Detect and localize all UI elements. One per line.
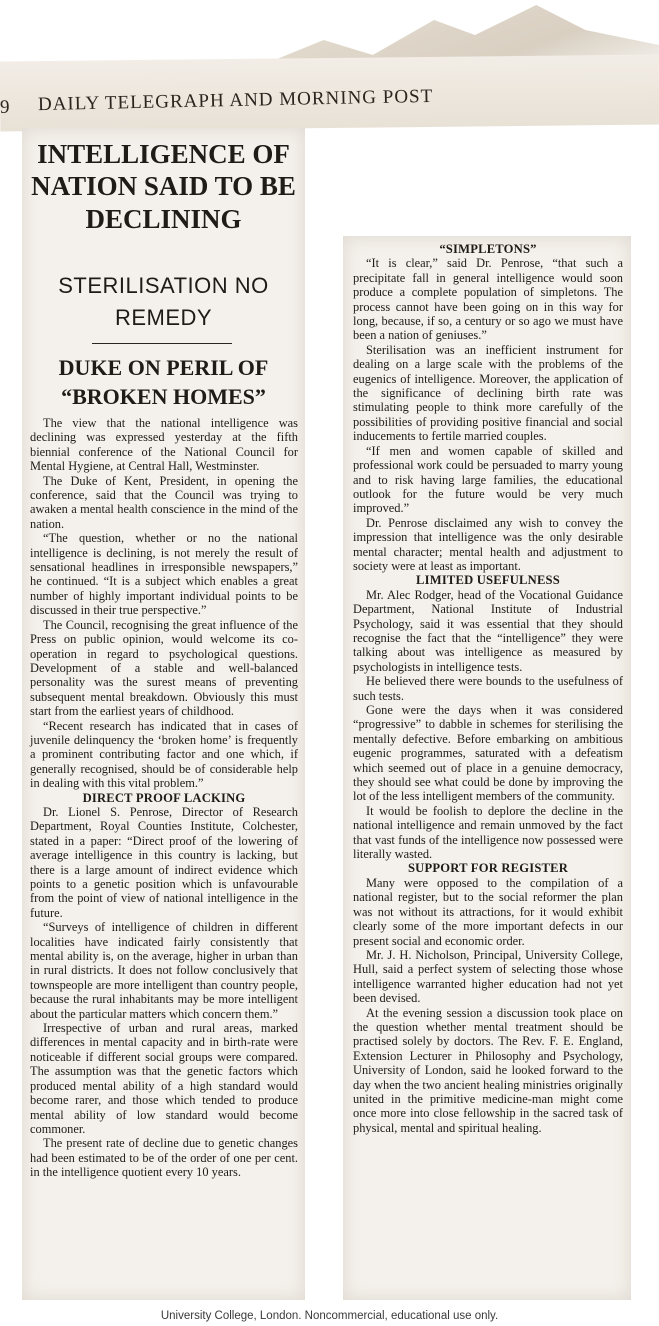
article-deck: DUKE ON PERIL OF “BROKEN HOMES” [58,355,269,409]
headline-divider [92,343,232,344]
paragraph: “It is clear,” said Dr. Penrose, “that such a precipitate fall in general intelligence would soon produce a complete population of simpletons. The process cannot have been going on in this way for long, because, if so, a century or so ago we must have been a nation of geniuses.” [353,256,623,343]
article-body-left [30,416,298,1180]
paragraph: Many were opposed to the compilation of a national register, but to the social reformer the plan was not without its attractions, for it would exhibit clearly some of the more important defects in our present social and economic order. [353,875,623,948]
section-subhead: LIMITED USEFULNESS [416,573,560,588]
paragraph: The Council, recognising the great influence of the Press on public opinion, would welcome its co-operation in regard to psychological questions. Development of a stable and well-balanced personality was the surest means of preventing subsequent mental breakdown. Obviously this must start from the earliest years of childhood. [30,617,298,719]
article-body-right [353,242,623,1135]
paragraph: “Surveys of intelligence of children in different localities have indicated fairly consistently that mental ability is, on the average, higher in urban than in rural districts. It does not follow conclusively that townspeople are more intelligent than country people, because the rural inhabitants may be more intelligent about the particular matters which concern them.” [30,920,298,1021]
paragraph: Gone were the days when it was considered “progressive” to dabble in schemes for sterilising the mentally defective. Before embarking on ambitious eugenic programmes, saturated with a defeatism which seemed out of place in a genuine democracy, they should see what could be done by improving the lot of the less intelligent members of the community. [353,703,623,804]
paragraph: The view that the national intelligence was declining was expressed yesterday at the fifth biennial conference of the National Council for Mental Hygiene, at Central Hall, Westminster. [30,416,298,474]
paragraph: It would be foolish to deplore the decline in the national intelligence and remain unmoved by the fact that vast funds of the intelligence now possessed were literally wasted. [353,803,623,862]
paragraph: “Recent research has indicated that in cases of juvenile delinquency the ‘broken home’ is frequently a prominent contributing factor and one which, if generally recognised, should be of considerable help in dealing with this vital problem.” [30,718,298,791]
section-subhead: DIRECT PROOF LACKING [82,790,246,805]
paragraph: Dr. Lionel S. Penrose, Director of Research Department, Royal Counties Institute, Colchester, stated in a paper: “Direct proof of the lowering of average intelligence in this country is lacking, but there is a large amount of indirect evidence which points to a genetic position which is unfavourable from the point of view of national intelligence in the future. [30,804,298,920]
paragraph: The Duke of Kent, President, in opening the conference, said that the Council was trying to awaken a mental health conscience in the mind of the nation. [30,473,298,531]
article-headline: INTELLIGENCE OF NATION SAID TO BE DECLINING [31,139,296,234]
newspaper-name: DAILY TELEGRAPH AND MORNING POST [37,85,434,116]
section-subhead: SUPPORT FOR REGISTER [407,861,569,876]
paragraph: Irrespective of urban and rural areas, marked differences in mental capacity and in birth-rate were noticeable if different social groups were compared. The assumption was that the genetic factors which produced mental ability of a high standard would become rarer, and those which tended to produce mental ability of low standard would become commoner. [30,1021,298,1136]
image-credit: University College, London. Noncommercial, educational use only. [160,1310,499,1322]
clipping-column-right [343,236,631,1300]
paragraph: “If men and women capable of skilled and professional work could be persuaded to marry young and to risk having large families, the educational outlook for the future would be very much improved.” [353,443,623,516]
page-number: 9 [0,96,11,118]
paragraph: Sterilisation was an inefficient instrument for dealing on a large scale with the problems of the eugenics of intelligence. Moreover, the application of the significance of declining birth rate was stimulating people to think more carefully of the possibilities of providing positive financial and social inducements to fertile married couples. [353,342,623,444]
paragraph: Dr. Penrose disclaimed any wish to convey the impression that intelligence was the only desirable mental character; mental health and adjustment to society were at least as important. [353,515,623,573]
paragraph: At the evening session a discussion took place on the question whether mental treatment should be practised solely by doctors. The Rev. F. E. England, Extension Lecturer in Philosophy and Psychology, University of London, said he looked forward to the day when the two ancient healing ministries originally united in the primitive medicine-man might come once more into close fellowship in the sacred task of physical, mental and spiritual healing. [353,1005,623,1135]
paragraph: He believed there were bounds to the usefulness of such tests. [353,674,623,703]
paragraph: “The question, whether or no the national intelligence is declining, is not merely the result of sensational headlines in irresponsible newspapers,” he continued. “It is a subject which enables a great number of highly important individual points to be discussed in their true perspective.” [30,531,298,618]
paragraph: Mr. Alec Rodger, head of the Vocational Guidance Department, National Institute of Industrial Psychology, said it was essential that they should recognise the fact that the “intelligence” they were talking about was intelligence as measured by psychologists in intelligence tests. [353,587,623,674]
paragraph: Mr. J. H. Nicholson, Principal, University College, Hull, said a perfect system of selecting those whose intelligence warranted higher education had not yet been devised. [353,947,623,1006]
paragraph: The present rate of decline due to genetic changes had been estimated to be of the order of one per cent. in the intelligence quotient every 10 years. [30,1136,298,1180]
article-subheadline: STERILISATION NO REMEDY [58,273,269,330]
clipping-column-left [22,128,305,1300]
section-subhead: “SIMPLETONS” [439,242,537,256]
